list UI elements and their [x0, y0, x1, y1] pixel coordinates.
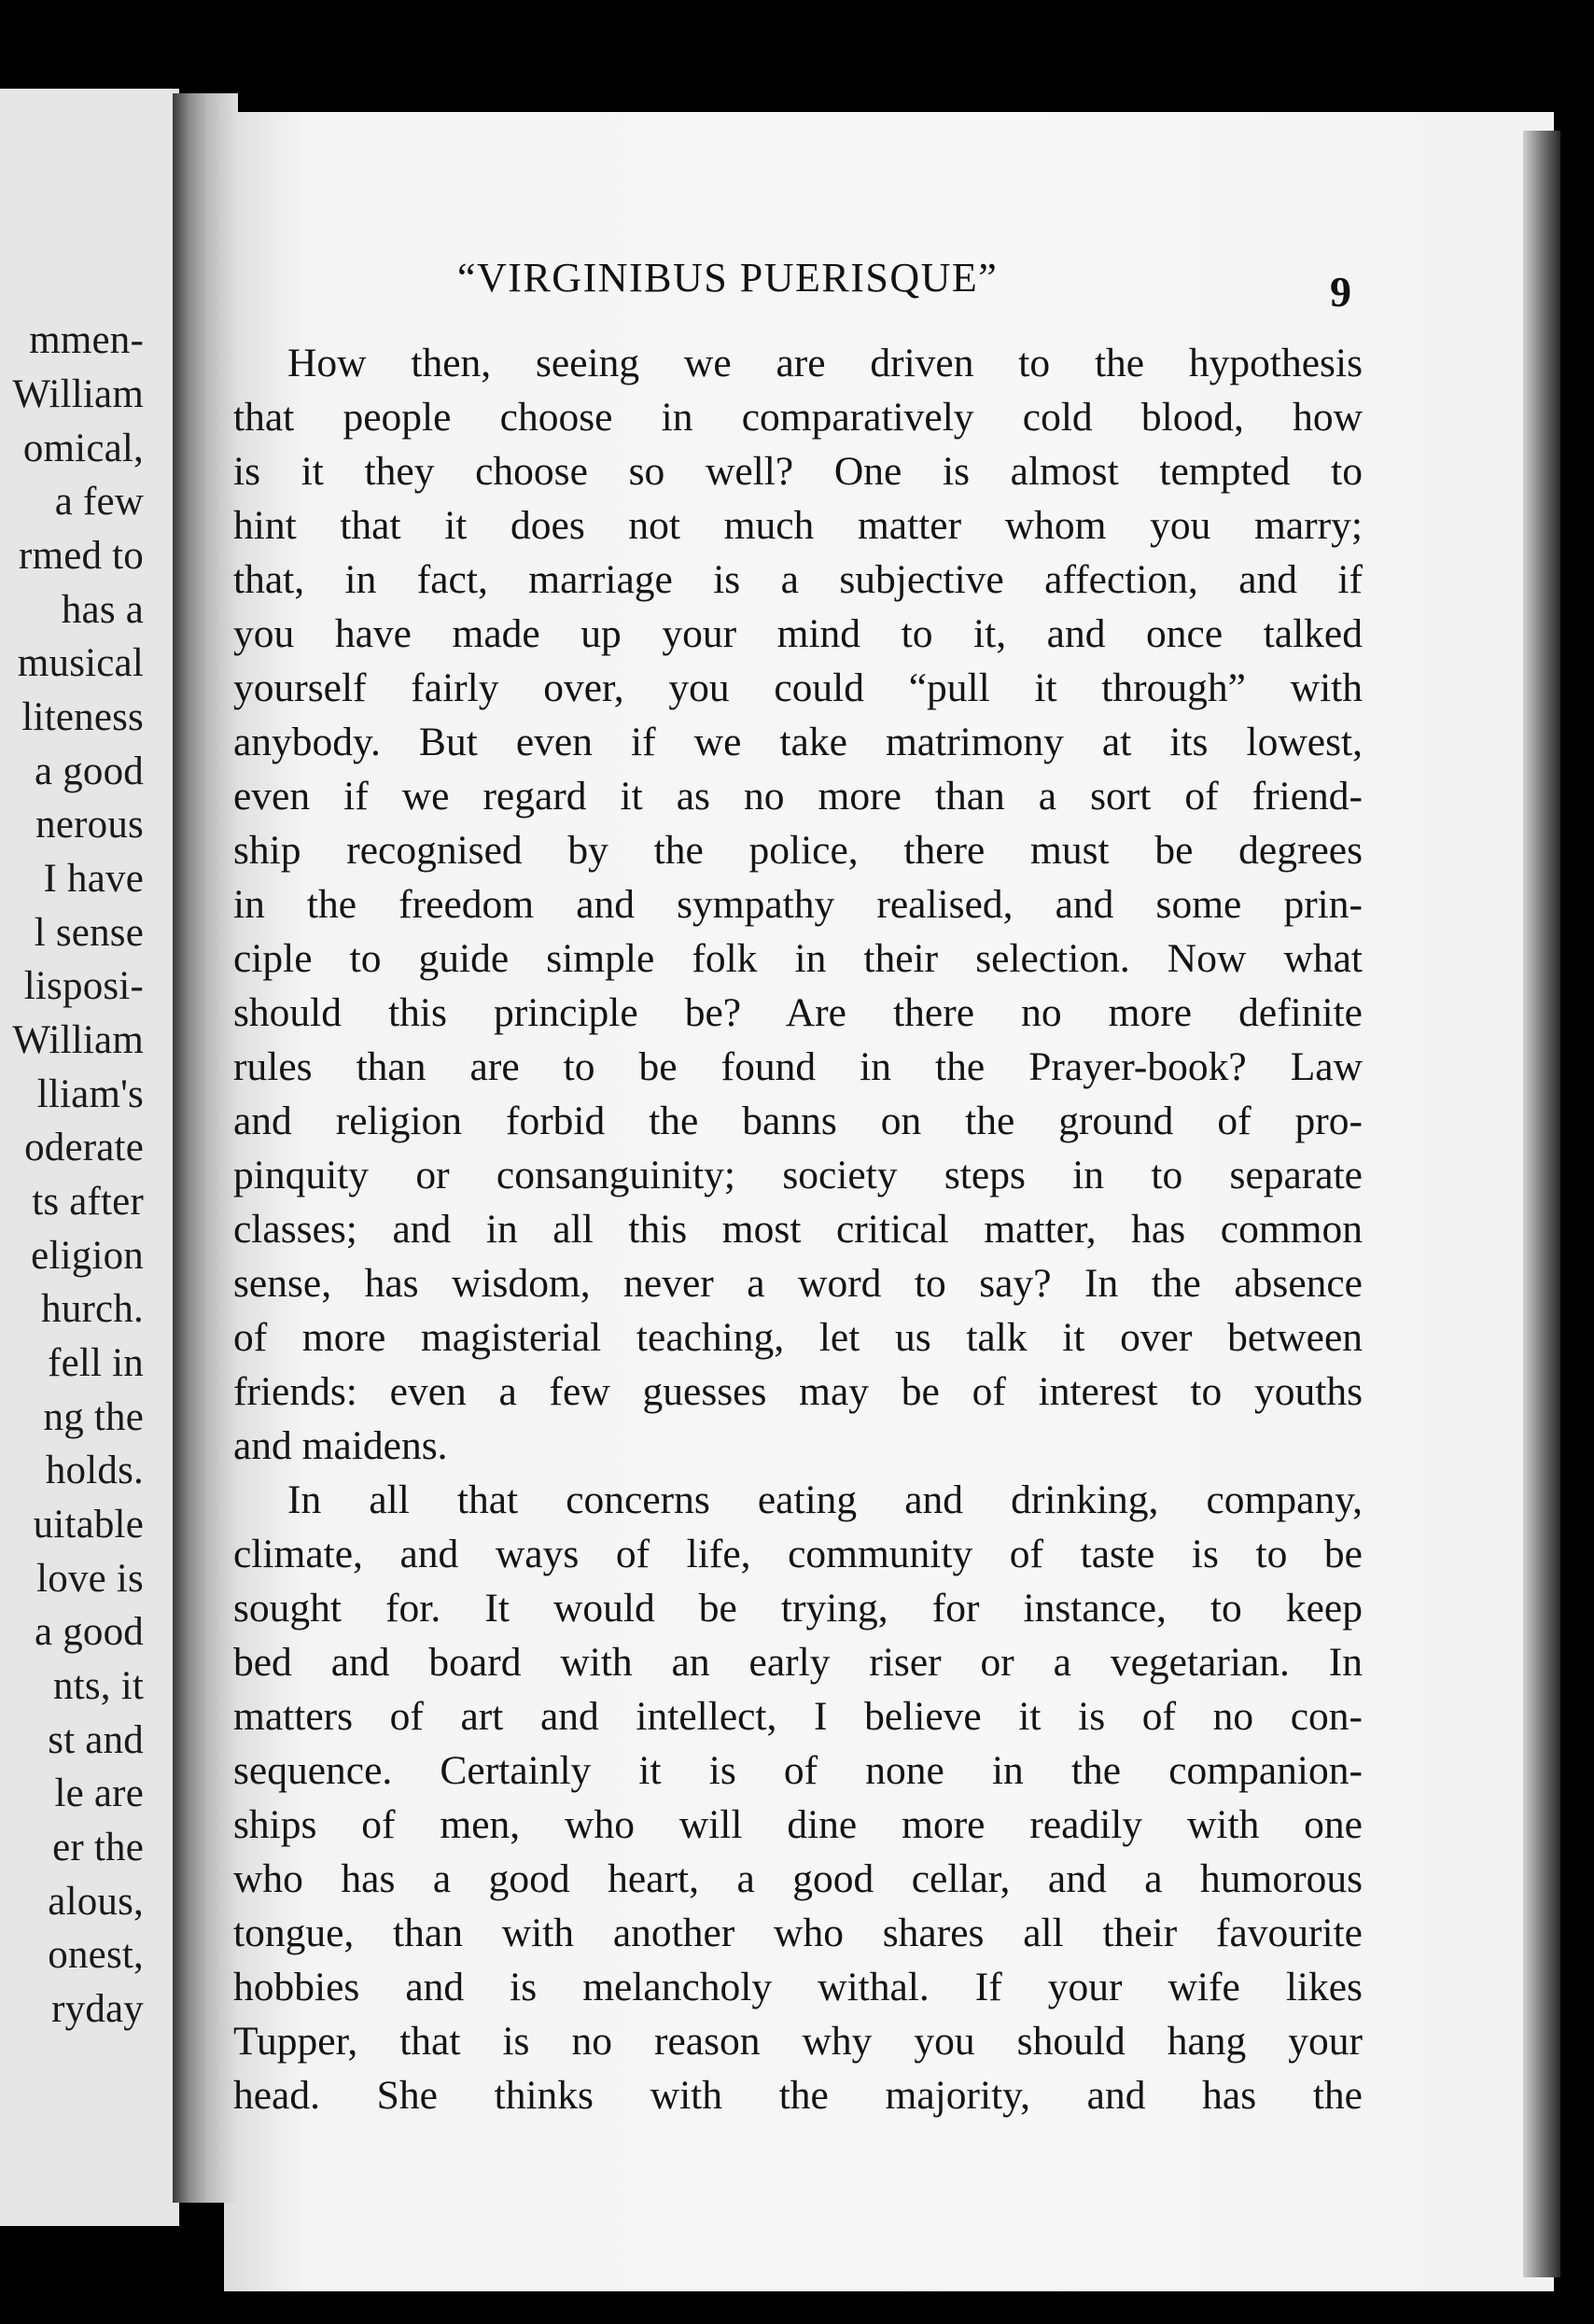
left-page-text-line: hurch.	[41, 1287, 144, 1331]
text-line: that, in fact, marriage is a subjective affection, and if	[233, 557, 1363, 602]
left-page-text-line: oderate	[24, 1126, 144, 1169]
text-line: pinquity or consanguinity; society steps in to separate	[233, 1153, 1363, 1197]
text-line: and religion forbid the banns on the ground of pro-	[233, 1099, 1363, 1143]
text-line: bed and board with an early riser or a vegetarian. In	[233, 1640, 1363, 1685]
left-page-text-line: holds.	[45, 1449, 144, 1492]
text-line: that people choose in comparatively cold blood, how	[233, 395, 1363, 440]
text-line: Tupper, that is no reason why you should hang your	[233, 2019, 1363, 2064]
left-page-text-line: lliam's	[36, 1072, 144, 1116]
text-line: classes; and in all this most critical matter, has common	[233, 1207, 1363, 1252]
left-page-text-line: has a	[61, 588, 144, 632]
left-page-text-line: love is	[36, 1557, 144, 1601]
left-page-text-line: l sense	[34, 911, 144, 955]
left-page-text-line: uitable	[33, 1503, 144, 1547]
left-page-text-line: I have	[43, 857, 144, 901]
left-page-text-line: le are	[54, 1771, 144, 1815]
text-line: even if we regard it as no more than a sort of friend-	[233, 774, 1363, 819]
text-line: ciple to guide simple folk in their selection. Now what	[233, 936, 1363, 981]
left-page-text-line: a good	[34, 1610, 144, 1654]
text-line: matters of art and intellect, I believe it is of no con-	[233, 1694, 1363, 1739]
text-line: you have made up your mind to it, and once talked	[233, 611, 1363, 656]
page-edge-shadow	[1523, 131, 1560, 2277]
text-line: should this principle be? Are there no more definite	[233, 990, 1363, 1035]
text-line: hint that it does not much matter whom you marry;	[233, 503, 1363, 548]
text-line: sense, has wisdom, never a word to say? In the absence	[233, 1261, 1363, 1306]
text-line: sequence. Certainly it is of none in the companion-	[233, 1748, 1363, 1793]
left-page-text-line: mmen-	[29, 318, 144, 362]
book-gutter	[173, 93, 238, 2203]
text-line: rules than are to be found in the Prayer-book? Law	[233, 1044, 1363, 1089]
text-line: is it they choose so well? One is almost tempted to	[233, 449, 1363, 494]
text-line: ships of men, who will dine more readily with one	[233, 1802, 1363, 1847]
left-page-text-line: onest,	[48, 1933, 144, 1977]
text-line: sought for. It would be trying, for instance, to keep	[233, 1586, 1363, 1631]
left-page-text-line: omical,	[22, 427, 144, 470]
text-line: of more magisterial teaching, let us talk it over between	[233, 1315, 1363, 1360]
text-line: head. She thinks with the majority, and has the	[233, 2073, 1363, 2118]
left-page-text-line: a good	[34, 749, 144, 793]
left-page-text-line: rmed to	[19, 534, 144, 578]
left-page-text-line: ryday	[51, 1987, 144, 2031]
left-page-text-line: William	[12, 372, 144, 416]
left-page-text-line: musical	[17, 641, 144, 685]
text-line: who has a good heart, a good cellar, and a humorous	[233, 1856, 1363, 1901]
text-line: anybody. But even if we take matrimony at its lowest,	[233, 720, 1363, 764]
text-line: yourself fairly over, you could “pull it through” with	[233, 665, 1363, 710]
text-line: in the freedom and sympathy realised, and some prin-	[233, 882, 1363, 927]
left-page-text-line: ts after	[32, 1180, 144, 1224]
text-line: ship recognised by the police, there must be degrees	[233, 828, 1363, 873]
left-page-text-line: alous,	[48, 1880, 144, 1924]
left-facing-page	[0, 89, 179, 2226]
left-page-text-line: lisposi-	[23, 964, 144, 1008]
text-line: How then, seeing we are driven to the hypothesis	[287, 341, 1363, 385]
left-page-text-line: nerous	[35, 803, 144, 847]
text-line: climate, and ways of life, community of taste is to be	[233, 1532, 1363, 1576]
text-line: tongue, than with another who shares all their favourite	[233, 1911, 1363, 1955]
left-page-text-line: nts, it	[53, 1664, 144, 1708]
text-line: friends: even a few guesses may be of interest to youths	[233, 1369, 1363, 1414]
left-page-text-line: er the	[52, 1826, 144, 1869]
text-line: In all that concerns eating and drinking, company,	[287, 1477, 1363, 1522]
text-line: hobbies and is melancholy withal. If your wife likes	[233, 1965, 1363, 2009]
left-page-text-line: William	[12, 1018, 144, 1062]
left-page-text-line: ng the	[43, 1395, 144, 1439]
page-number: 9	[1330, 268, 1351, 315]
running-head: “VIRGINIBUS PUERISQUE”	[457, 255, 999, 301]
left-page-text-line: a few	[54, 480, 144, 524]
left-page-text-line: eligion	[31, 1234, 144, 1278]
left-page-text-line: liteness	[21, 695, 144, 739]
left-page-text-line: st and	[48, 1718, 144, 1762]
left-page-text-line: fell in	[48, 1341, 144, 1385]
text-line: and maidens.	[233, 1423, 448, 1468]
